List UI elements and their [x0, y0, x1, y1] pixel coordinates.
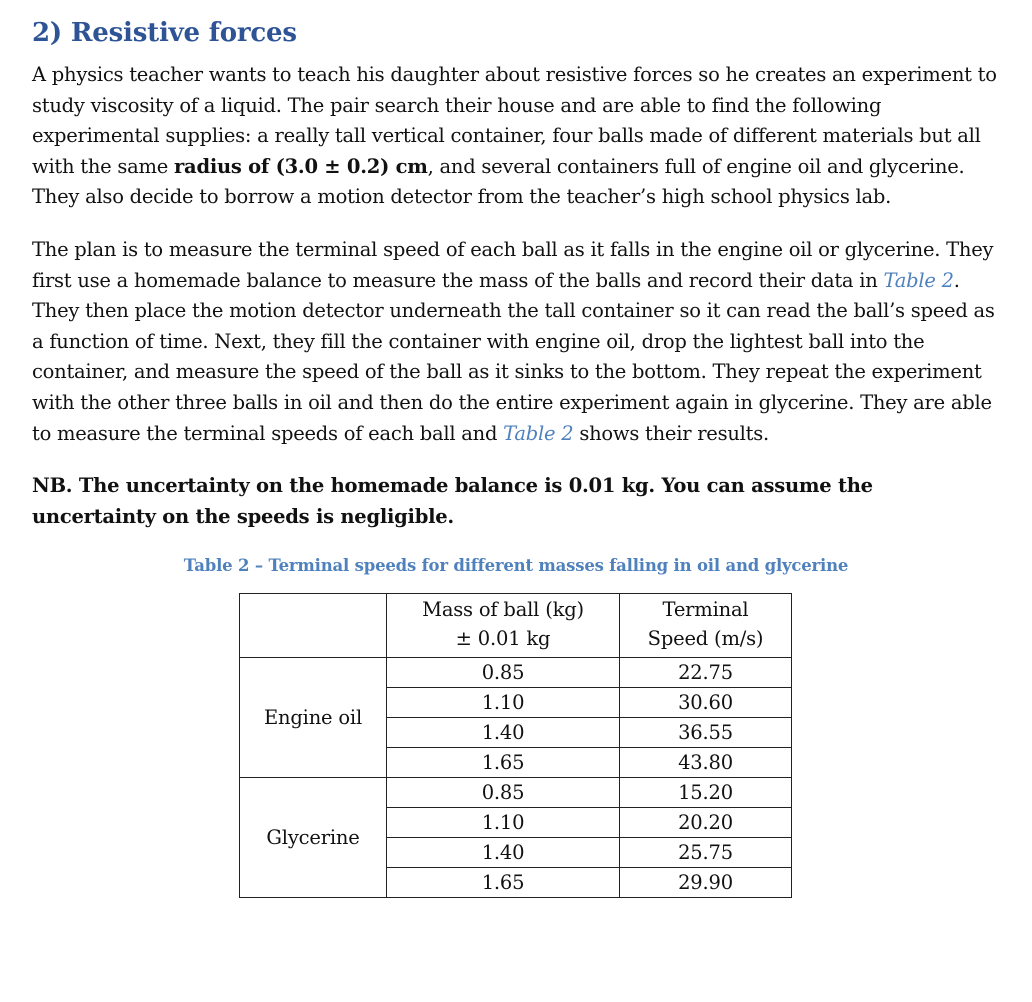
group-label-engine-oil: Engine oil — [240, 658, 387, 778]
mass-cell: 1.65 — [387, 868, 620, 898]
header-mass — [387, 594, 620, 658]
section-heading: 2) Resistive forces — [32, 18, 297, 48]
paragraph-1-text-b: , and several containers full of engine oil and glycerine. They also decide to borrow a motion detector from the teacher’s high school physics lab. — [32, 154, 965, 209]
mass-cell: 1.10 — [387, 688, 620, 718]
table-reference-link[interactable]: Table 2 — [503, 421, 574, 445]
header-mass-line1: Mass of ball (kg) — [422, 598, 584, 622]
speed-cell: 43.80 — [620, 748, 792, 778]
table-corner-cell — [240, 594, 387, 658]
paragraph-1-text-a: A physics teacher wants to teach his daughter about resistive forces so he creates an experiment to study viscosity of a liquid. The pair search their house and are able to find the following experimental supplies: a really tall vertical container, four balls made of different materials but all with the same — [32, 63, 997, 178]
speed-cell: 15.20 — [620, 778, 792, 808]
mass-cell: 0.85 — [387, 658, 620, 688]
paragraph-1 — [32, 60, 1000, 213]
speed-cell: 20.20 — [620, 808, 792, 838]
terminal-speed-table — [239, 593, 792, 898]
header-speed-line2: Speed (m/s) — [647, 627, 764, 651]
mass-cell: 0.85 — [387, 778, 620, 808]
table-reference-link[interactable]: Table 2 — [883, 268, 954, 292]
group-label-glycerine: Glycerine — [240, 778, 387, 898]
uncertainty-note: NB. The uncertainty on the homemade balance is 0.01 kg. You can assume the uncertainty on the speeds is negligible. — [32, 474, 873, 528]
mass-cell: 1.40 — [387, 718, 620, 748]
header-speed-line1: Terminal — [662, 598, 749, 622]
mass-cell: 1.40 — [387, 838, 620, 868]
mass-cell: 1.65 — [387, 748, 620, 778]
table-row — [240, 778, 792, 808]
table-caption: Table 2 – Terminal speeds for different masses falling in oil and glycerine — [183, 556, 849, 576]
document-page — [32, 18, 1000, 898]
speed-cell: 36.55 — [620, 718, 792, 748]
paragraph-2-text-a: The plan is to measure the terminal speed of each ball as it falls in the engine oil or glycerine. They first use a homemade balance to measure the mass of the balls and record their data in — [32, 237, 994, 292]
speed-cell: 29.90 — [620, 868, 792, 898]
paragraph-2-text-c: shows their results. — [573, 421, 769, 445]
table-header-row — [240, 594, 792, 658]
mass-cell: 1.10 — [387, 808, 620, 838]
header-speed — [620, 594, 792, 658]
radius-bold-text: radius of (3.0 ± 0.2) cm — [174, 154, 428, 178]
speed-cell: 25.75 — [620, 838, 792, 868]
speed-cell: 22.75 — [620, 658, 792, 688]
table-row — [240, 658, 792, 688]
paragraph-2-text-b: . They then place the motion detector underneath the tall container so it can read the ball’s speed as a function of time. Next, they fill the container with engine oil, drop the lightest ball into the container, and measure the speed of the ball as it sinks to the bottom. They repeat the experiment with the other three balls in oil and then do the entire experiment again in glycerine. They are able to measure the terminal speeds of each ball and — [32, 268, 995, 445]
header-mass-line2: ± 0.01 kg — [455, 627, 551, 651]
speed-cell: 30.60 — [620, 688, 792, 718]
paragraph-2 — [32, 235, 1000, 449]
